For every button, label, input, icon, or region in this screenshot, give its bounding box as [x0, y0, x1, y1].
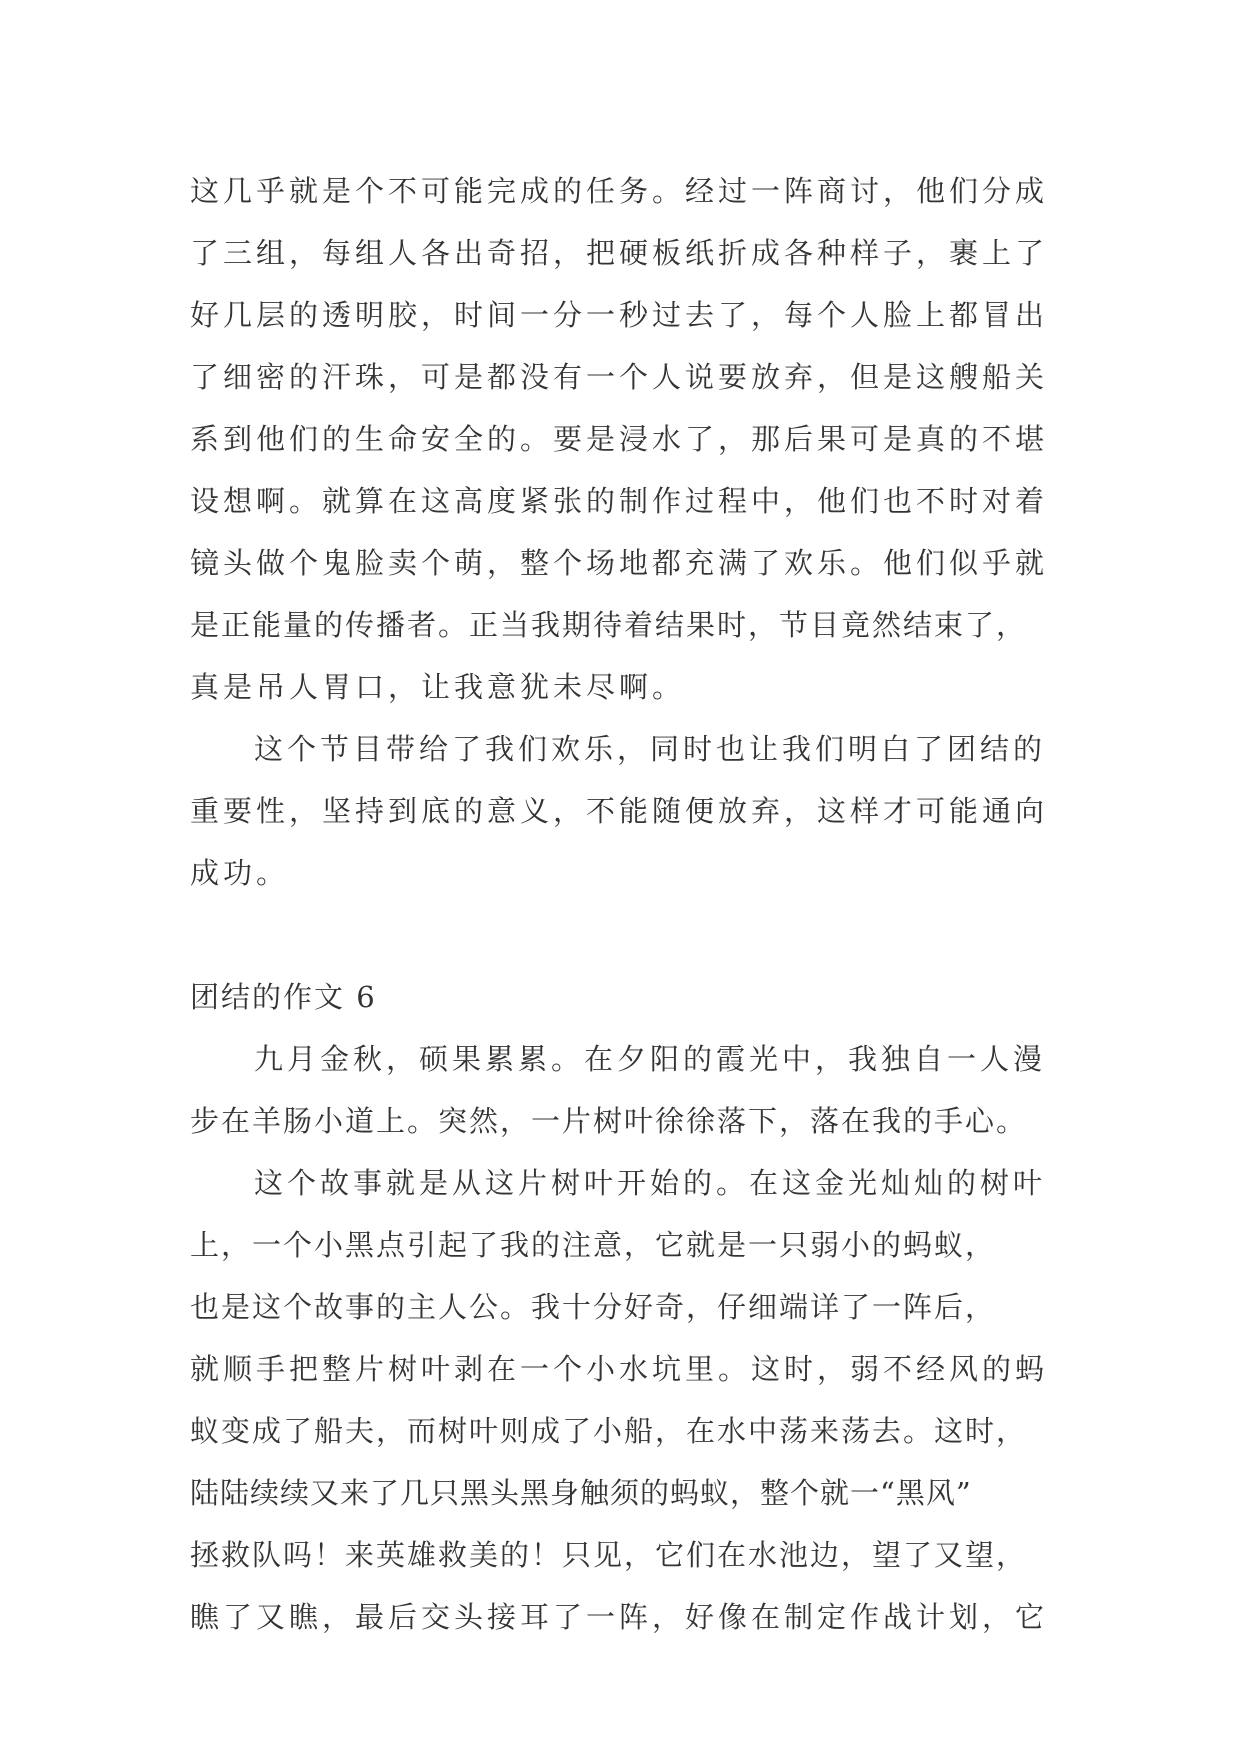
- text-line: 好几层的透明胶，时间一分一秒过去了，每个人脸上都冒出: [190, 298, 1049, 332]
- text-line: 系到他们的生命安全的。要是浸水了，那后果可是真的不堪: [190, 422, 1049, 456]
- text-line: 步在羊肠小道上。突然，一片树叶徐徐落下，落在我的手心。: [190, 1104, 1028, 1138]
- section-title: 团结的作文 6: [190, 980, 377, 1014]
- text-line: 了细密的汗珠，可是都没有一个人说要放弃，但是这艘船关: [190, 360, 1049, 394]
- text-line: 这个故事就是从这片树叶开始的。在这金光灿灿的树叶: [254, 1166, 1047, 1200]
- text-line: 真是吊人胃口，让我意犹未尽啊。: [190, 670, 686, 704]
- text-line: 镜头做个鬼脸卖个萌，整个场地都充满了欢乐。他们似乎就: [190, 546, 1049, 580]
- text-line: 拯救队吗！来英雄救美的！只见，它们在水池边，望了又望，: [190, 1538, 1028, 1572]
- text-line: 这个节目带给了我们欢乐，同时也让我们明白了团结的: [254, 732, 1047, 766]
- text-line: 就顺手把整片树叶剥在一个小水坑里。这时，弱不经风的蚂: [190, 1352, 1049, 1386]
- text-line: 了三组，每组人各出奇招，把硬板纸折成各种样子，裹上了: [190, 236, 1049, 270]
- text-line: 上，一个小黑点引起了我的注意，它就是一只弱小的蚂蚁，: [190, 1228, 997, 1262]
- document-body: [190, 160, 1050, 1648]
- text-line: 重要性，坚持到底的意义，不能随便放弃，这样才可能通向: [190, 794, 1049, 828]
- text-line: 是正能量的传播者。正当我期待着结果时，节目竟然结束了，: [190, 608, 1028, 642]
- text-line: 蚁变成了船夫，而树叶则成了小船，在水中荡来荡去。这时，: [190, 1414, 1028, 1448]
- blank-line: [190, 904, 1050, 966]
- text-line: 九月金秋，硕果累累。在夕阳的霞光中，我独自一人漫: [254, 1042, 1047, 1076]
- text-line: 陆陆续续又来了几只黑头黑身触须的蚂蚁，整个就一“黑风”: [190, 1476, 972, 1510]
- text-line: 这几乎就是个不可能完成的任务。经过一阵商讨，他们分成: [190, 174, 1049, 208]
- text-line: 瞧了又瞧，最后交头接耳了一阵，好像在制定作战计划，它: [190, 1600, 1049, 1634]
- text-line: 设想啊。就算在这高度紧张的制作过程中，他们也不时对着: [190, 484, 1049, 518]
- text-line: 成功。: [190, 856, 290, 890]
- text-line: 也是这个故事的主人公。我十分好奇，仔细端详了一阵后，: [190, 1290, 997, 1324]
